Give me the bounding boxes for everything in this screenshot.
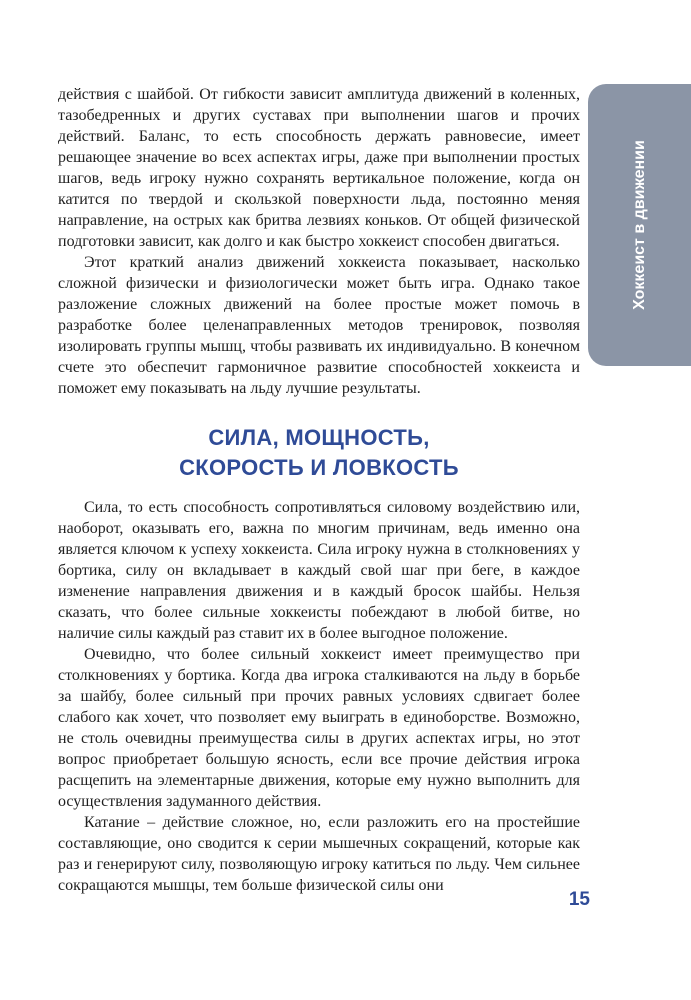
page-content [58,84,580,896]
section-heading [58,423,580,483]
chapter-side-tab-text: Хоккеист в движении [630,140,648,310]
paragraph: Очевидно, что более сильный хоккеист имеет преимущество при столкновениях у бортика. Когда два игрока сталкиваются на льду в борьбе за шайбу, более сильный при прочих равных условиях сдвигает более слабого как хочет, что позволяет ему выиграть в единоборстве. Возможно, не столь очевидны преимущества силы в других аспектах игры, но этот вопрос приобретает большую ясность, если все прочие действия игрока расщепить на элементарные движения, которые ему нужно выполнить для осуществления задуманного действия. [58,646,580,810]
paragraph: Катание – действие сложное, но, если разложить его на простейшие составляющие, оно сводится к серии мышечных сокращений, которые как раз и генерируют силу, позволяющую игроку катиться по льду. Чем сильнее сокращаются мышцы, тем больше физической силы они [58,814,580,894]
paragraph: Сила, то есть способность сопротивляться силовому воздействию или, наоборот, оказывать его, важна по многим причинам, ведь именно она является ключом к успеху хоккеиста. Сила игроку нужна в столкновениях у бортика, силу он вкладывает в каждый свой шаг при беге, в каждое изменение направления движения и в каждый бросок шайбы. Нельзя сказать, что более сильные хоккеисты побеждают в любой битве, но наличие силы каждый раз ставит их в более выгодное положение. [58,499,580,642]
paragraph: Этот краткий анализ движений хоккеиста показывает, насколько сложной физически и физиологически может быть игра. Однако такое разложение сложных движений на более простые может помочь в разработке более целенаправленных методов тренировок, позволяя изолировать группы мышц, чтобы развивать их индивидуально. В конечном счете это обеспечит гармоничное развитие способностей хоккеиста и поможет ему показывать на льду лучшие результаты. [58,254,580,397]
section-heading-line-2: СКОРОСТЬ И ЛОВКОСТЬ [179,455,459,480]
chapter-side-tab [588,84,691,366]
paragraph-continuation: действия с шайбой. От гибкости зависит амплитуда движений в коленных, тазобедренных и других суставах при выполнении шагов и прочих действий. Баланс, то есть способность держать равновесие, имеет решающее значение во всех аспектах игры, даже при выполнении простых шагов, ведь игроку нужно сохранять вертикальное положение, когда он катится по твердой и скользкой поверхности льда, постоянно меняя направление, на острых как бритва лезвиях коньков. От общей физической подготовки зависит, как долго и как быстро хоккеист способен двигаться. [58,86,580,250]
section-heading-line-1: СИЛА, МОЩНОСТЬ, [208,425,430,450]
page-number: 15 [568,889,590,910]
